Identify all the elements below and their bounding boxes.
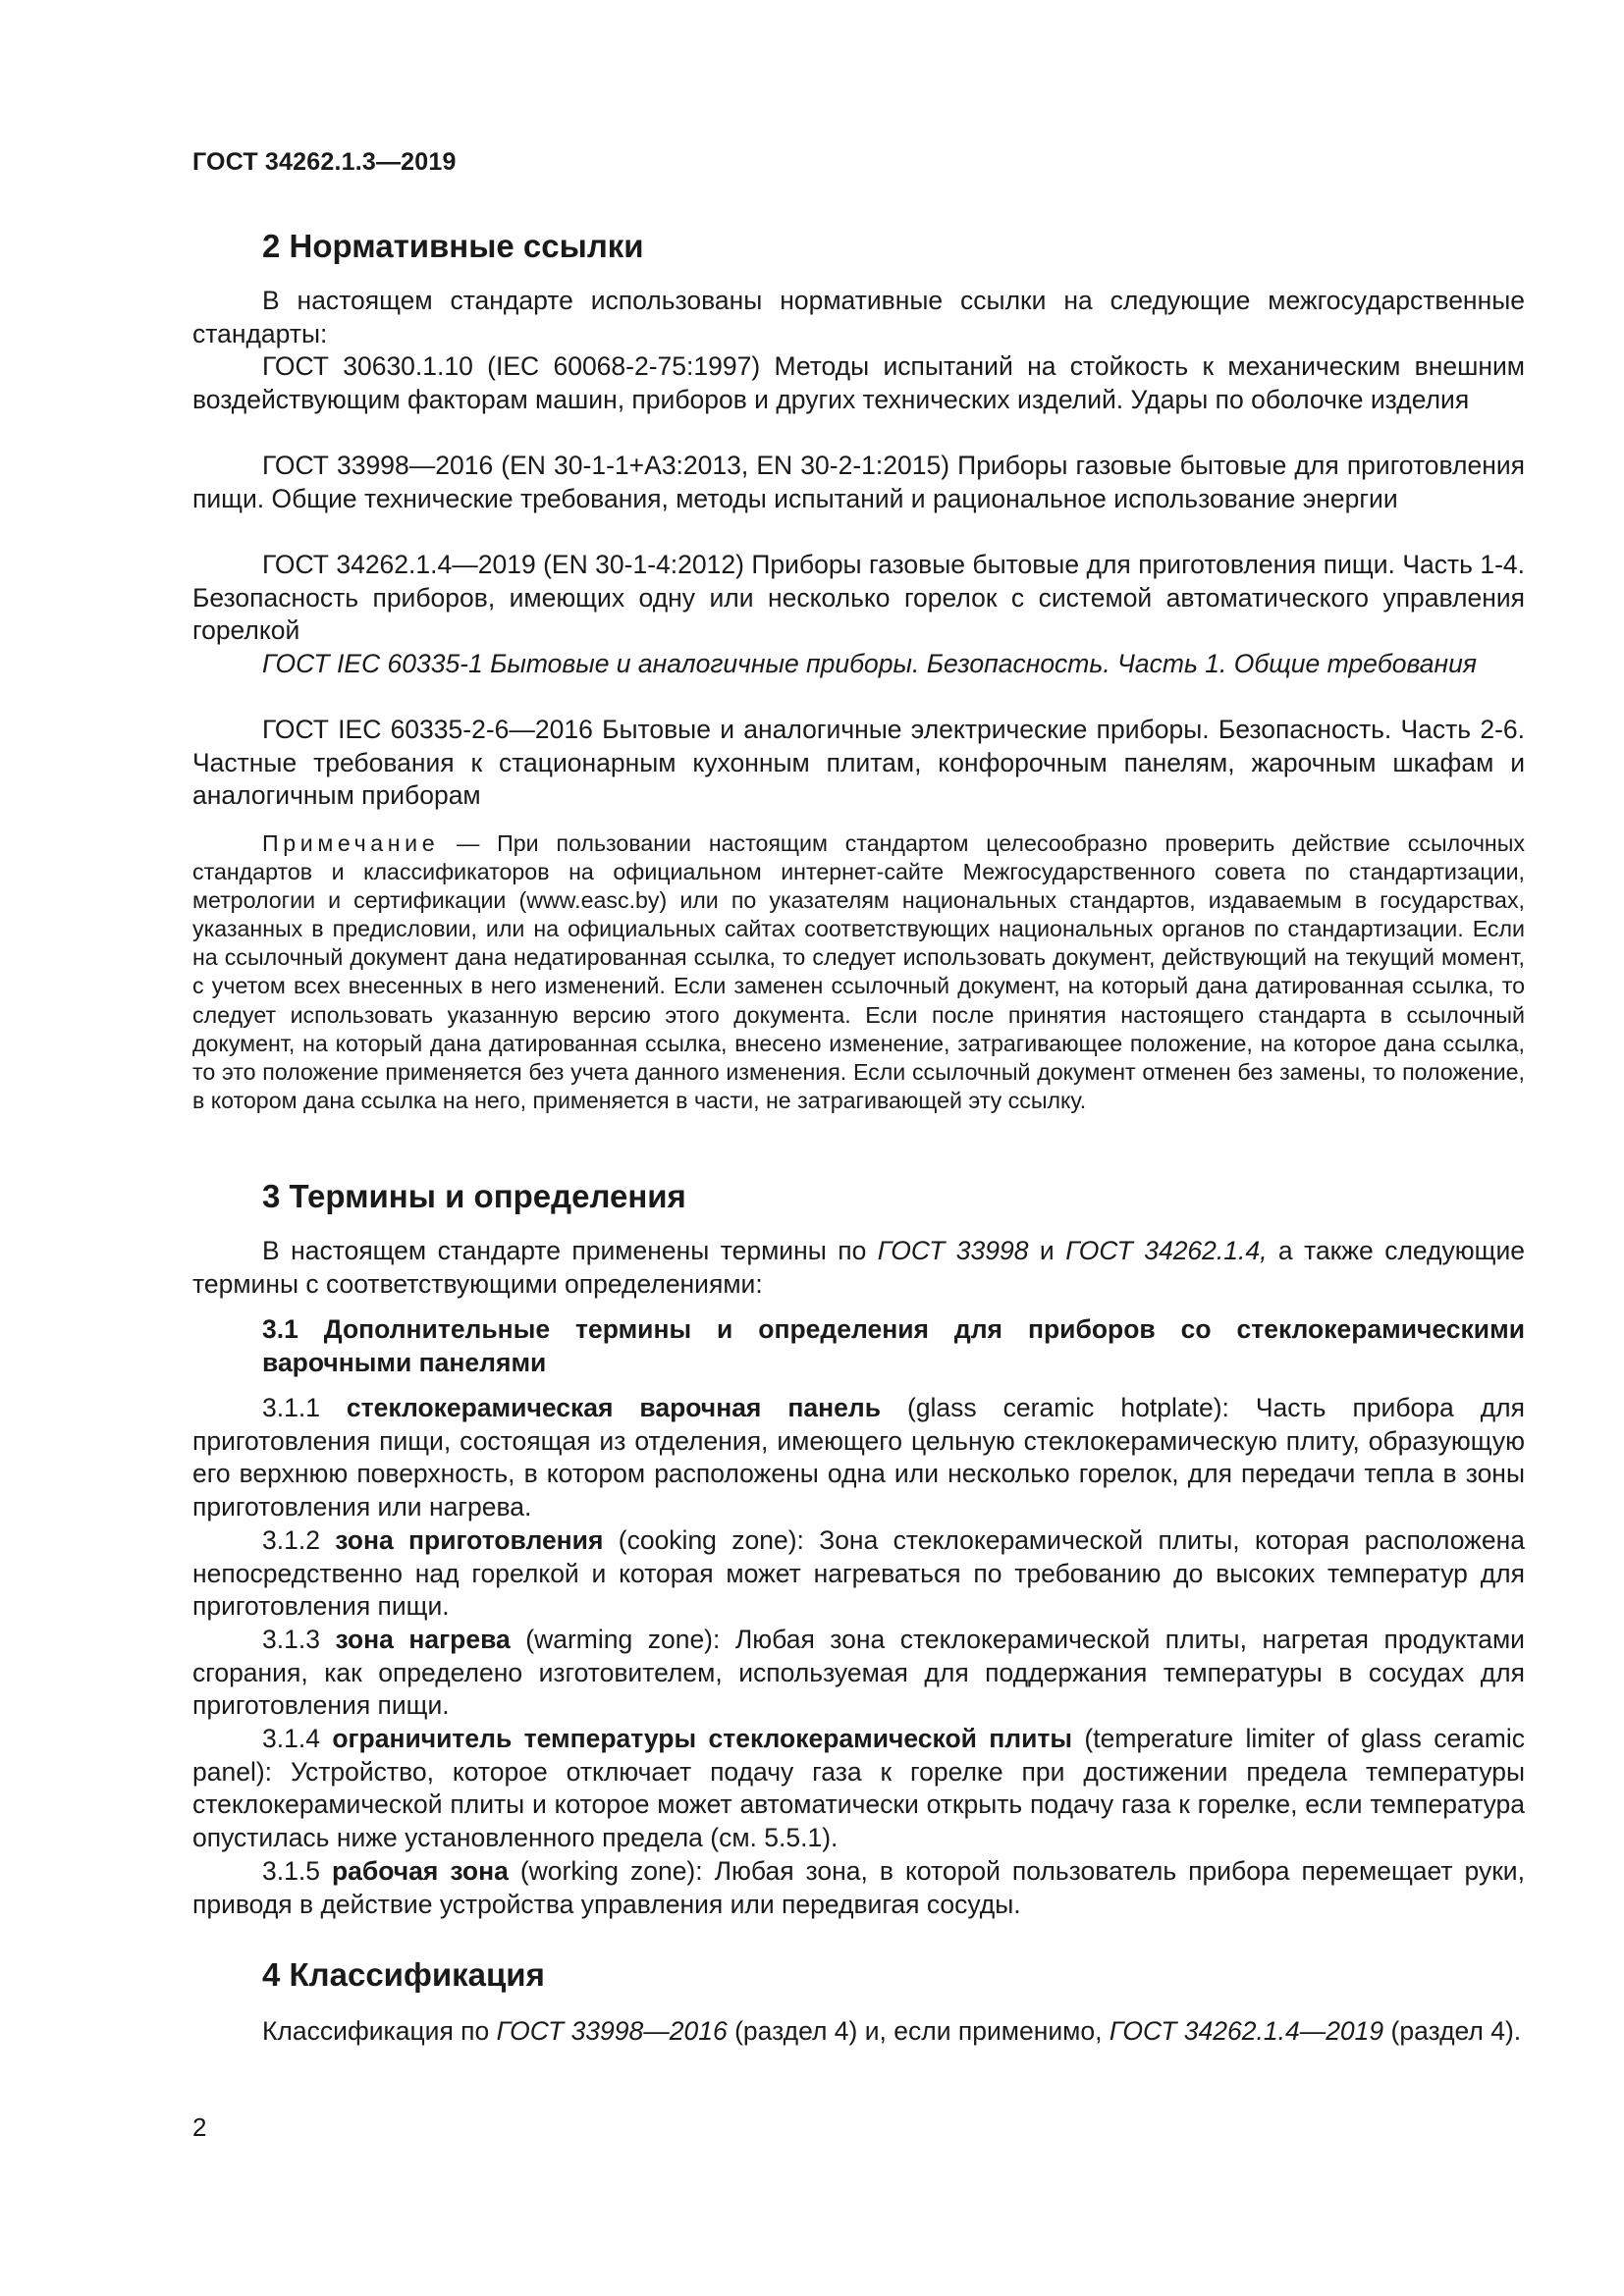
section-2-heading: 2 Нормативные ссылки [262, 228, 644, 264]
intro-text: В настоящем стандарте применены термины по [262, 1236, 878, 1265]
intro-text: и [1028, 1236, 1066, 1265]
term-text: (warming zone): Любая зона стеклокерамической плиты, нагретая продуктами сгорания, как определено изготовителем, используемая для поддержания температуры в сосудах для приготовления пищи. [192, 1625, 1525, 1720]
term-number: 3.1.2 [262, 1525, 336, 1555]
standard-reference: ГОСТ 34262.1.4, [1065, 1236, 1268, 1265]
intro-text: а также следующие термины с соответствующими определениями: [192, 1236, 1525, 1299]
section-4-heading: 4 Классификация [262, 1956, 545, 1993]
term-number: 3.1.4 [262, 1724, 333, 1753]
reference-item: ГОСТ 33998—2016 (EN 30-1-1+A3:2013, EN 30-2-1:2015) Приборы газовые бытовые для приготовления пищи. Общие технические требования, методы испытаний и рациональное использование энергии [192, 451, 1525, 513]
term-number: 3.1.3 [262, 1625, 336, 1654]
term-name: зона нагрева [335, 1625, 511, 1654]
document-header: ГОСТ 34262.1.3—2019 [192, 148, 457, 176]
note-label: Примечание [262, 830, 440, 856]
term-text: (temperature limiter of glass ceramic panel): Устройство, которое отключает подачу газа к горелке при достижении предела температуры стеклокерамической плиты и которое может автоматически открыть подачу газа к горелке, если температура опустилась ниже установленного предела (см. 5.5.1). [192, 1724, 1525, 1852]
section-4-text [192, 2015, 1525, 2049]
standard-reference: ГОСТ 33998—2016 [496, 2016, 728, 2046]
term-name: рабочая зона [331, 1856, 509, 1886]
term-number: 3.1.1 [262, 1393, 347, 1422]
note-text: — При пользовании настоящим стандартом целесообразно проверить действие ссылочных стандартов и классификаторов на официальном интернет-сайте Межгосударственного совета по стандартизации, метрологии и сертификации (www.easc.by) или по указателям национальных стандартов, издаваемым в государствах, указанных в предисловии, или на официальных сайтах соответствующих национальных органов по стандартизации. Если на ссылочный документ дана недатированная ссылка, то следует использовать документ, действующий на текущий момент, с учетом всех внесенных в него изменений. Если заменен ссылочный документ, на который дана датированная ссылка, то следует использовать указанную версию этого документа. Если после принятия настоящего стандарта в ссылочный документ, на который дана датированная ссылка, внесено изменение, затрагивающее положение, на которое дана ссылка, то это положение применяется без учета данного изменения. Если ссылочный документ отменен без замены, то положение, в котором дана ссылка на него, применяется в части, не затрагивающей эту ссылку. [192, 830, 1525, 1113]
classification-text: (раздел 4) и, если применимо, [727, 2016, 1110, 2046]
term-name: стеклокерамическая варочная панель [346, 1393, 881, 1422]
section-3-intro [192, 1235, 1525, 1301]
section-3-heading: 3 Термины и определения [262, 1178, 686, 1214]
reference-item: ГОСТ 34262.1.4—2019 (EN 30-1-4:2012) Приборы газовые бытовые для приготовления пищи. Часть 1-4. Безопасность приборов, имеющих одну или несколько горелок с системой автоматического управления горелкой [192, 550, 1525, 645]
term-text: (cooking zone): Зона стеклокерамической плиты, которая расположена непосредственно над горелкой и которая может нагреваться по требованию до высоких температур для приготовления пищи. [192, 1525, 1525, 1621]
page-number: 2 [192, 2112, 207, 2142]
reference-item: ГОСТ IEC 60335-1 Бытовые и аналогичные приборы. Безопасность. Часть 1. Общие требования [262, 649, 1477, 678]
term-name: ограничитель температуры стеклокерамической плиты [332, 1724, 1073, 1753]
term-text: (working zone): Любая зона, в которой пользователь прибора перемещает руки, приводя в действие устройства управления или передвигая сосуды. [192, 1856, 1525, 1919]
term-definition [192, 1855, 1525, 1921]
classification-text: Классификация по [262, 2016, 497, 2046]
term-definition [192, 1723, 1525, 1854]
term-definition [192, 1392, 1525, 1523]
note-paragraph [192, 829, 1525, 1115]
term-definition [192, 1524, 1525, 1624]
reference-item: ГОСТ IEC 60335-2-6—2016 Бытовые и аналогичные электрические приборы. Безопасность. Часть 2-6. Частные требования к стационарным кухонным плитам, конфорочным панелям, жарочным шкафам и аналогичным приборам [192, 715, 1525, 810]
standard-reference: ГОСТ 34262.1.4—2019 [1109, 2016, 1384, 2046]
term-definition [192, 1624, 1525, 1723]
term-name: зона приготовления [335, 1525, 604, 1555]
section-2-intro: В настоящем стандарте использованы нормативные ссылки на следующие межгосударственные стандарты: [192, 286, 1525, 348]
term-number: 3.1.5 [262, 1856, 332, 1886]
classification-text: (раздел 4). [1383, 2016, 1522, 2046]
reference-item: ГОСТ 30630.1.10 (IEC 60068-2-75:1997) Методы испытаний на стойкость к механическим внешним воздействующим факторам машин, приборов и других технических изделий. Удары по оболочке изделия [192, 351, 1525, 414]
term-text: (glass ceramic hotplate): Часть прибора для приготовления пищи, состоящая из отделения, имеющего цельную стеклокерамическую плиту, образующую его верхнюю поверхность, в котором расположены одна или несколько горелок, для передачи тепла в зоны приготовления или нагрева. [192, 1393, 1525, 1522]
standard-reference: ГОСТ 33998 [877, 1236, 1029, 1265]
subsection-3-1-heading: 3.1 Дополнительные термины и определения для приборов со стеклокерамическими варочными панелями [262, 1314, 1525, 1377]
